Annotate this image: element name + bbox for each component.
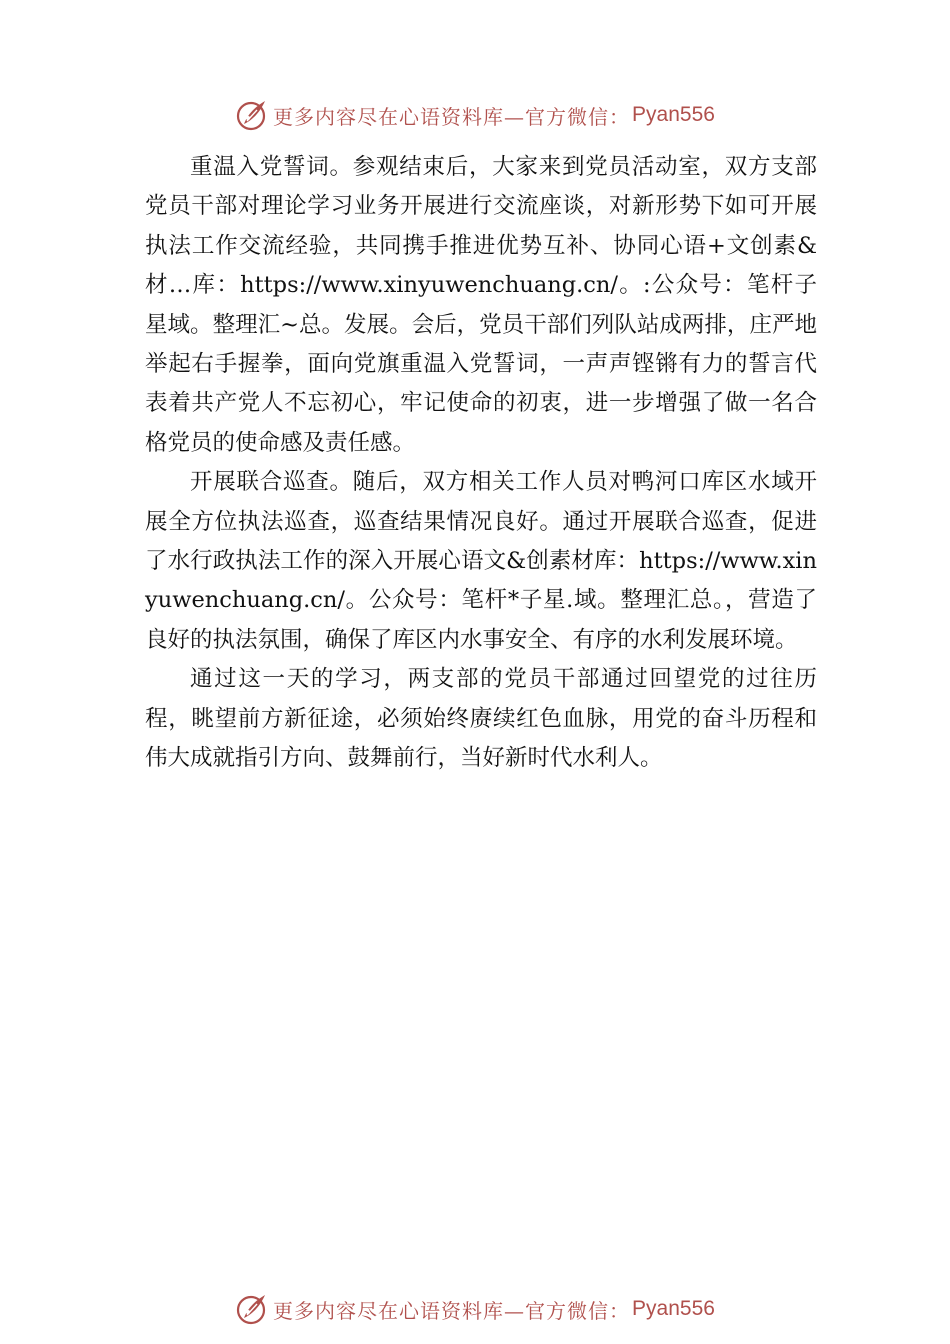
- paragraph: 重温入党誓词。参观结束后，大家来到党员活动室，双方支部党员干部对理论学习业务开展进行交流座谈，对新形势下如可开展执法工作交流经验，共同携手推进优势互补、协同心语+文创素&材…库：https://www.xinyuwenchuang.cn/。:公众号：笔杆子星域。整理汇~总。发展。会后，党员干部们列队站成两排，庄严地举起右手握拳，面向党旗重温入党誓词，一声声铿锵有力的誓言代表着共产党人不忘初心，牢记使命的初衷，进一步增强了做一名合格党员的使命感及责任感。: [145, 154, 817, 456]
- footer-watermark: [0, 1289, 950, 1329]
- quill-pen-logo-icon: [235, 1292, 269, 1326]
- quill-pen-logo-icon: [235, 98, 269, 132]
- watermark-text: 更多内容尽在心语资料库—官方微信：: [273, 104, 631, 129]
- paragraph: 开展联合巡查。随后，双方相关工作人员对鸭河口库区水域开展全方位执法巡查，巡查结果情况良好。通过开展联合巡查，促进了水行政执法工作的深入开展心语文&创素材库：https://www.xinyuwenchuang.cn/。公众号：笔杆*子星.域。整理汇总。，营造了良好的执法氛围，确保了库区内水事安全、有序的水利发展环境。: [145, 469, 817, 653]
- header-watermark: [0, 95, 950, 135]
- watermark-wechat-id: Pyan556: [632, 1297, 715, 1320]
- document-body: [145, 148, 817, 779]
- watermark-text: 更多内容尽在心语资料库—官方微信：: [273, 1298, 631, 1323]
- watermark-wechat-id: Pyan556: [632, 103, 715, 126]
- paragraph: 通过这一天的学习，两支部的党员干部通过回望党的过往历程，眺望前方新征途，必须始终赓续红色血脉，用党的奋斗历程和伟大成就指引方向、鼓舞前行，当好新时代水利人。: [145, 666, 817, 772]
